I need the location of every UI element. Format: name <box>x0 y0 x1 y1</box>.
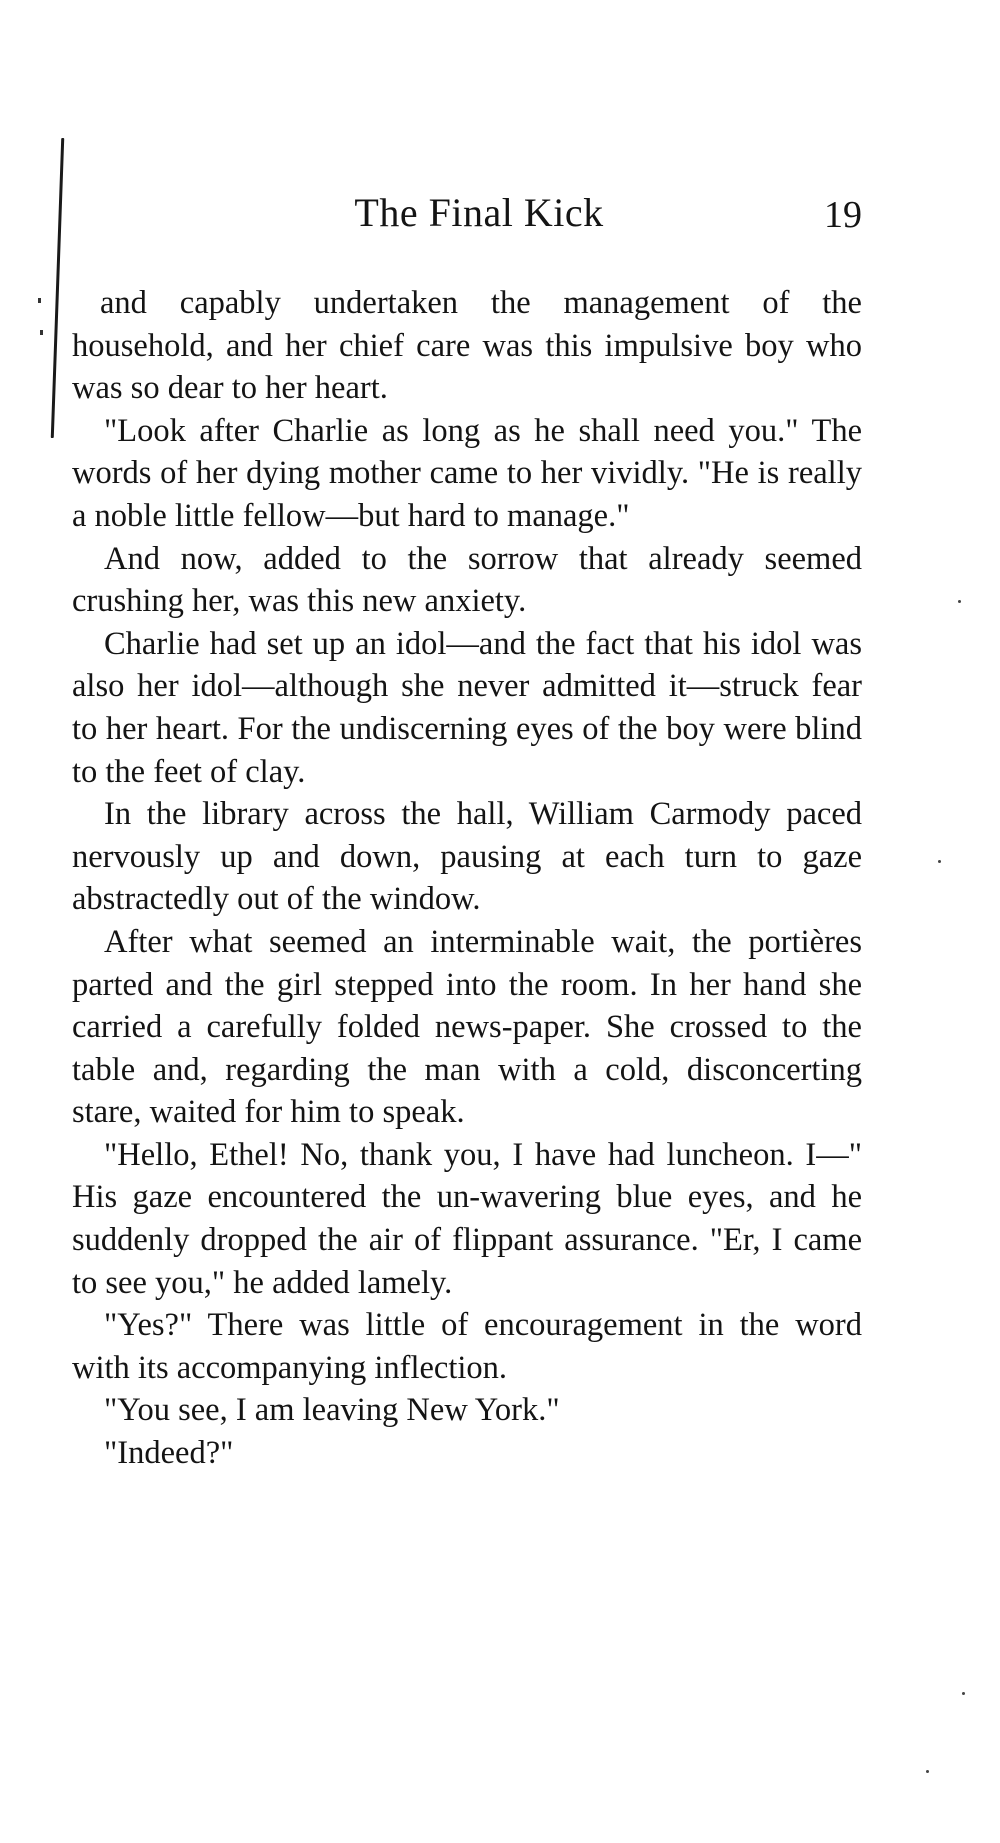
paragraph: and capably undertaken the management of the household, and her chief care was this impulsive boy who was so dear to her heart. <box>72 285 862 407</box>
paragraph: After what seemed an interminable wait, the portières parted and the girl stepped into the room. In her hand she carried a carefully folded news-paper. She crossed to the table and, regarding the man with a cold, disconcerting stare, waited for him to speak. <box>72 923 862 1131</box>
margin-speck <box>38 298 41 303</box>
paragraph: In the library across the hall, William Carmody paced nervously up and down, pausing at each turn to gaze abstractedly out of the window. <box>72 796 862 918</box>
body-text <box>72 282 862 1475</box>
paragraph: "Hello, Ethel! No, thank you, I have had luncheon. I—" His gaze encountered the un-wavering blue eyes, and he suddenly dropped the air of flippant assurance. "Er, I came to see you," he added lamely. <box>72 1136 862 1301</box>
paragraph: Charlie had set up an idol—and the fact that his idol was also her idol—although she never admitted it—struck fear to her heart. For the undiscerning eyes of the boy were blind to the feet of clay. <box>72 625 862 790</box>
running-title: The Final Kick <box>354 190 604 235</box>
paragraph: And now, added to the sorrow that already seemed crushing her, was this new anxiety. <box>72 540 862 620</box>
paper-speck <box>926 1770 929 1773</box>
margin-speck <box>40 330 43 335</box>
paper-speck <box>962 1692 965 1695</box>
paragraph: "You see, I am leaving New York." <box>104 1392 560 1429</box>
page-number: 19 <box>824 194 862 236</box>
paragraph: "Indeed?" <box>104 1435 234 1472</box>
paragraph: "Yes?" There was little of encouragement in the word with its accompanying inflection. <box>72 1307 862 1386</box>
running-header <box>72 188 862 238</box>
margin-scan-mark <box>51 138 64 438</box>
paper-speck <box>938 860 941 863</box>
paper-speck <box>958 600 961 603</box>
paragraph: "Look after Charlie as long as he shall need you." The words of her dying mother came to her vividly. "He is really a noble little fellow—but hard to manage." <box>72 412 862 534</box>
